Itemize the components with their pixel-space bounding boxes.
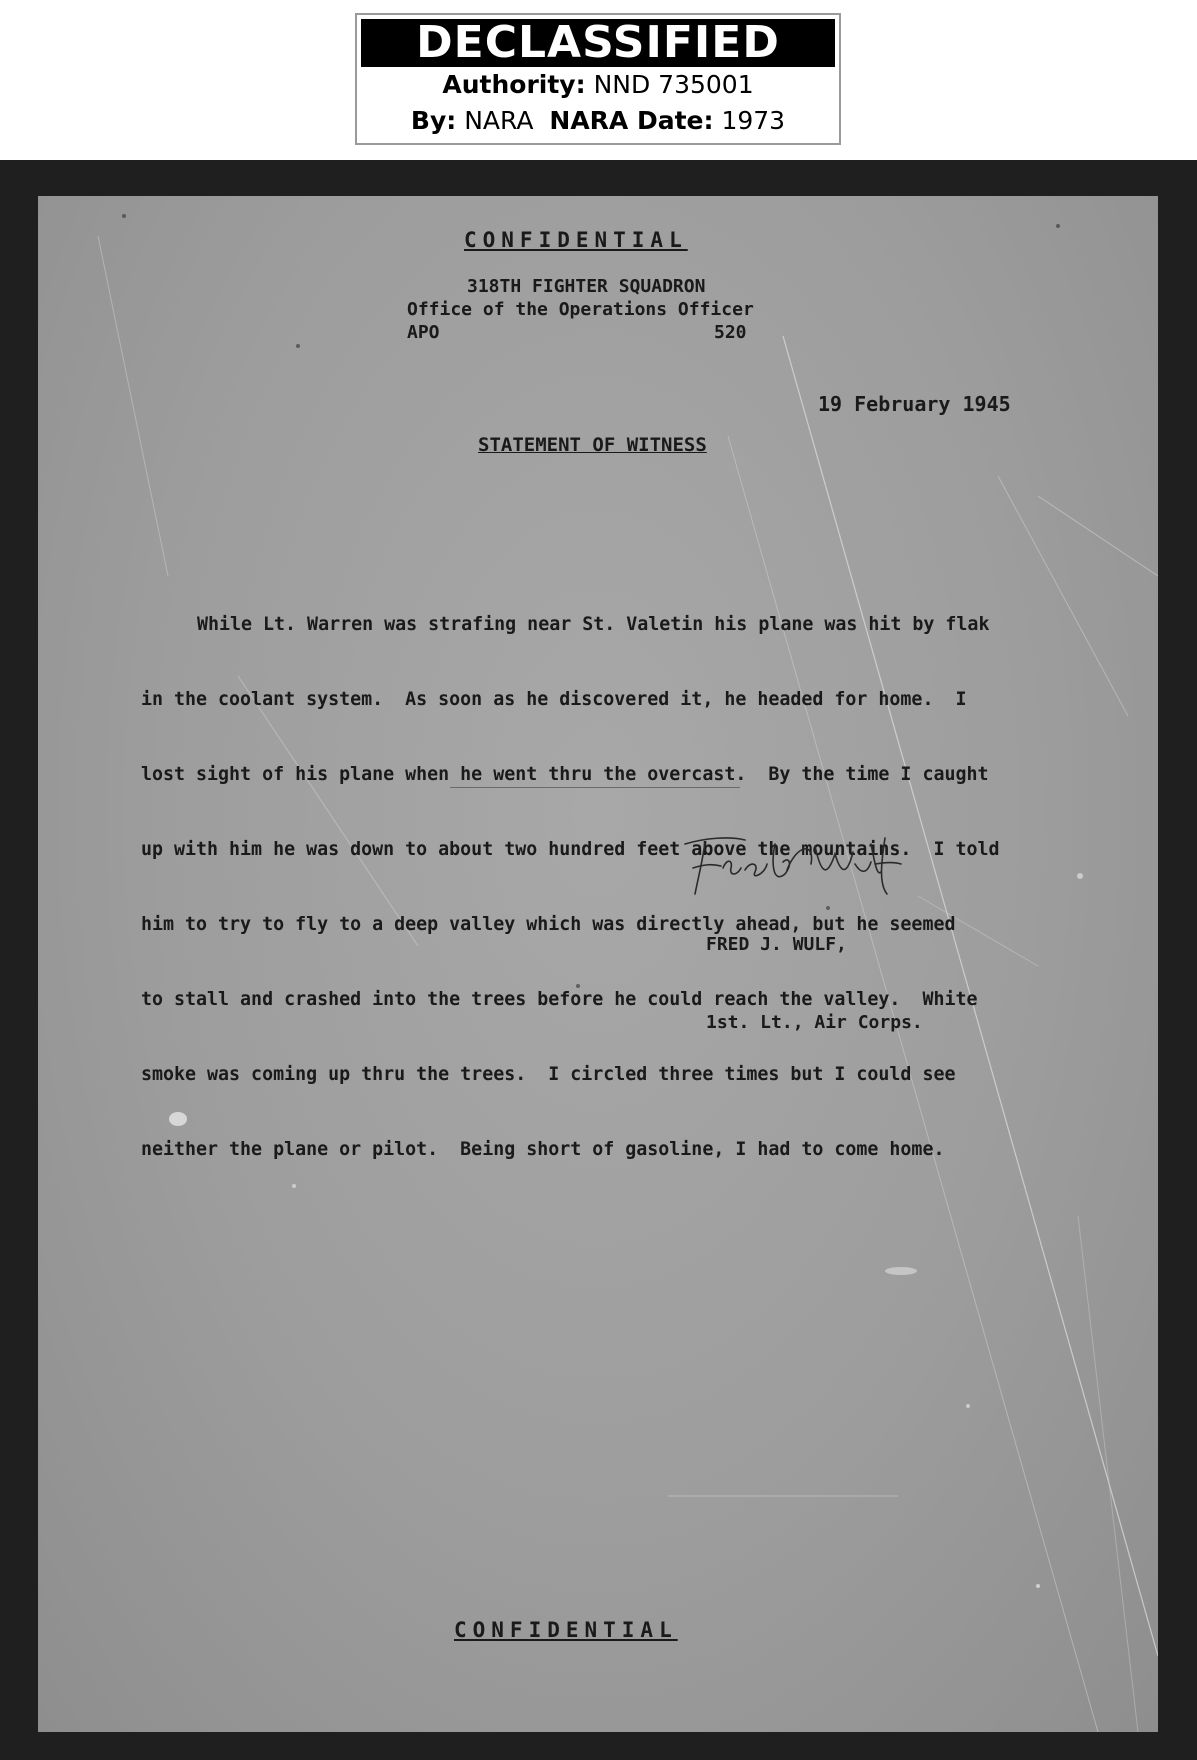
scanned-document (0, 160, 1197, 1760)
statement-line: to stall and crashed into the trees before he could reach the valley. White (141, 989, 978, 1010)
statement-line: smoke was coming up thru the trees. I circled three times but I could see (141, 1064, 956, 1085)
separator-rule (450, 787, 740, 788)
statement-line: in the coolant system. As soon as he discovered it, he headed for home. I (141, 689, 967, 710)
statement-line: him to try to fly to a deep valley which was directly ahead, but he seemed (141, 914, 956, 935)
statement-line: While Lt. Warren was strafing near St. Valetin his plane was hit by flak (197, 614, 990, 635)
document-date: 19 February 1945 (818, 392, 1011, 416)
document-subject: STATEMENT OF WITNESS (478, 434, 707, 456)
statement-body (141, 562, 1081, 1212)
stamp-authority-label: Authority: (442, 70, 586, 99)
stamp-by-label: By: (410, 106, 457, 135)
statement-line: up with him he was down to about two hundred feet above the mountains. I told (141, 839, 1000, 860)
stamp-authority-line (357, 67, 839, 103)
office-line: Office of the Operations Officer (407, 299, 754, 320)
classification-bottom: CONFIDENTIAL (454, 1618, 678, 1642)
stamp-by-line (357, 103, 839, 139)
apo-number: 520 (714, 322, 747, 343)
stamp-date-label: NARA Date: (549, 106, 714, 135)
signer-rank: 1st. Lt., Air Corps. (706, 1012, 923, 1033)
signature-block (706, 880, 923, 1088)
stamp-date-value: 1973 (721, 106, 786, 135)
stamp-title: DECLASSIFIED (361, 19, 835, 67)
stamp-authority-value: NND 735001 (593, 70, 754, 99)
signer-name: FRED J. WULF, (706, 934, 847, 955)
classification-top: CONFIDENTIAL (464, 228, 688, 252)
declassified-stamp (355, 13, 841, 145)
apo-label: APO (407, 322, 440, 343)
statement-line: lost sight of his plane when he went thru the overcast. By the time I caught (141, 764, 989, 785)
unit-name: 318TH FIGHTER SQUADRON (467, 276, 706, 297)
stamp-by-value: NARA (464, 106, 534, 135)
paper-sheet (38, 196, 1158, 1732)
statement-line: neither the plane or pilot. Being short of gasoline, I had to come home. (141, 1139, 945, 1160)
